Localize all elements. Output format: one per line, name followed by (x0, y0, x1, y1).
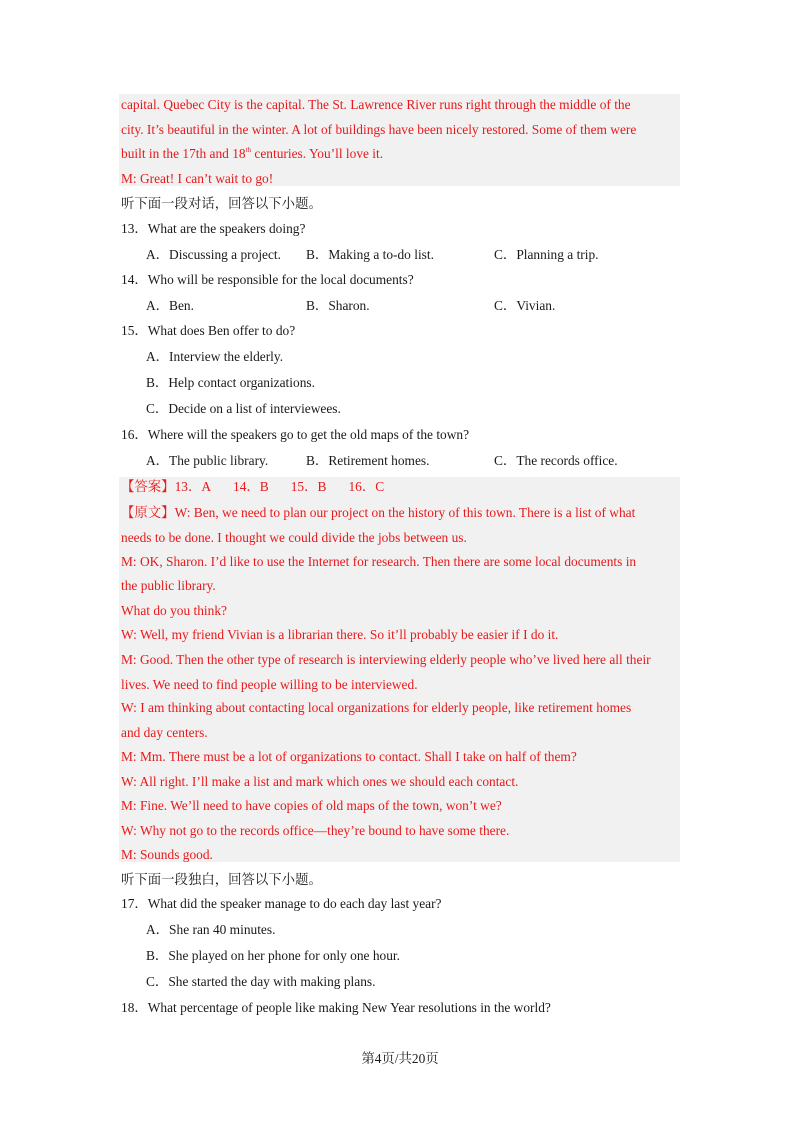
transcript-line: What do you think? (121, 603, 227, 618)
answer-16: 16．C (348, 479, 385, 494)
transcript-line: built in the 17th and 18th centuries. You’ll love it. (121, 145, 384, 161)
transcript-line: M: OK, Sharon. I’d like to use the Internet for research. Then there are some local documents in (121, 554, 637, 569)
option-a: A．Discussing a project. (146, 247, 281, 262)
option-b: B．Making a to-do list. (306, 247, 434, 262)
transcript-line: needs to be done. I thought we could divide the jobs between us. (121, 530, 467, 545)
question-18-stem: 18．What percentage of people like making New Year resolutions in the world? (121, 1000, 551, 1015)
transcript-line: W: Why not go to the records office—they’re bound to have some there. (121, 823, 510, 838)
transcript-line: city. It’s beautiful in the winter. A lot of buildings have been nicely restored. Some of them were (121, 122, 637, 137)
transcript-label: 【原文】 (121, 505, 175, 520)
option-b: B．Sharon. (306, 298, 370, 313)
transcript-line: M: Sounds good. (121, 847, 213, 862)
section-intro: 听下面一段独白，回答以下小题。 (121, 872, 322, 887)
question-13-stem: 13．What are the speakers doing? (121, 221, 306, 236)
answer-14: 14．B (233, 479, 269, 494)
option-a: A．She ran 40 minutes. (146, 922, 276, 937)
transcript-line: M: Mm. There must be a lot of organizations to contact. Shall I take on half of them? (121, 749, 577, 764)
page-number: 第4页/共20页 (361, 1051, 439, 1066)
transcript-line: capital. Quebec City is the capital. The St. Lawrence River runs right through the middle of the (121, 97, 631, 112)
superscript-th: th (245, 145, 252, 154)
transcript-line: lives. We need to find people willing to be interviewed. (121, 677, 418, 692)
option-b: B．She played on her phone for only one hour. (146, 948, 401, 963)
option-c: C．Decide on a list of interviewees. (146, 401, 341, 416)
answer-15: 15．B (290, 479, 327, 494)
transcript-line: W: All right. I’ll make a list and mark which ones we should each contact. (121, 774, 519, 789)
option-c: C．She started the day with making plans. (146, 974, 376, 989)
option-c: C．Vivian. (494, 298, 556, 313)
option-a: A．Ben. (146, 298, 194, 313)
question-14-stem: 14．Who will be responsible for the local documents? (121, 272, 414, 287)
option-a: A．The public library. (146, 453, 269, 468)
question-16-stem: 16．Where will the speakers go to get the old maps of the town? (121, 427, 470, 442)
transcript-line: and day centers. (121, 725, 208, 740)
section-intro: 听下面一段对话，回答以下小题。 (121, 196, 322, 211)
transcript-line: W: I am thinking about contacting local organizations for elderly people, like retirement homes (121, 700, 632, 715)
transcript-line: M: Great! I can’t wait to go! (121, 171, 274, 186)
transcript-line: the public library. (121, 578, 216, 593)
transcript-line: W: Well, my friend Vivian is a librarian there. So it’ll probably be easier if I do it. (121, 627, 559, 642)
option-b: B．Retirement homes. (306, 453, 430, 468)
answer-13: 13．A (174, 479, 212, 494)
answer-label: 【答案】 (121, 479, 175, 494)
transcript-line: 【原文】W: Ben, we need to plan our project on the history of this town. There is a list of what (121, 505, 636, 520)
question-17-stem: 17．What did the speaker manage to do each day last year? (121, 896, 442, 911)
option-c: C．The records office. (494, 453, 618, 468)
question-15-stem: 15．What does Ben offer to do? (121, 323, 296, 338)
transcript-line: M: Good. Then the other type of research is interviewing elderly people who’ve lived here all their (121, 652, 651, 667)
option-c: C．Planning a trip. (494, 247, 599, 262)
option-a: A．Interview the elderly. (146, 349, 284, 364)
transcript-line: M: Fine. We’ll need to have copies of old maps of the town, won’t we? (121, 798, 502, 813)
option-b: B．Help contact organizations. (146, 375, 315, 390)
answer-line (121, 479, 384, 495)
